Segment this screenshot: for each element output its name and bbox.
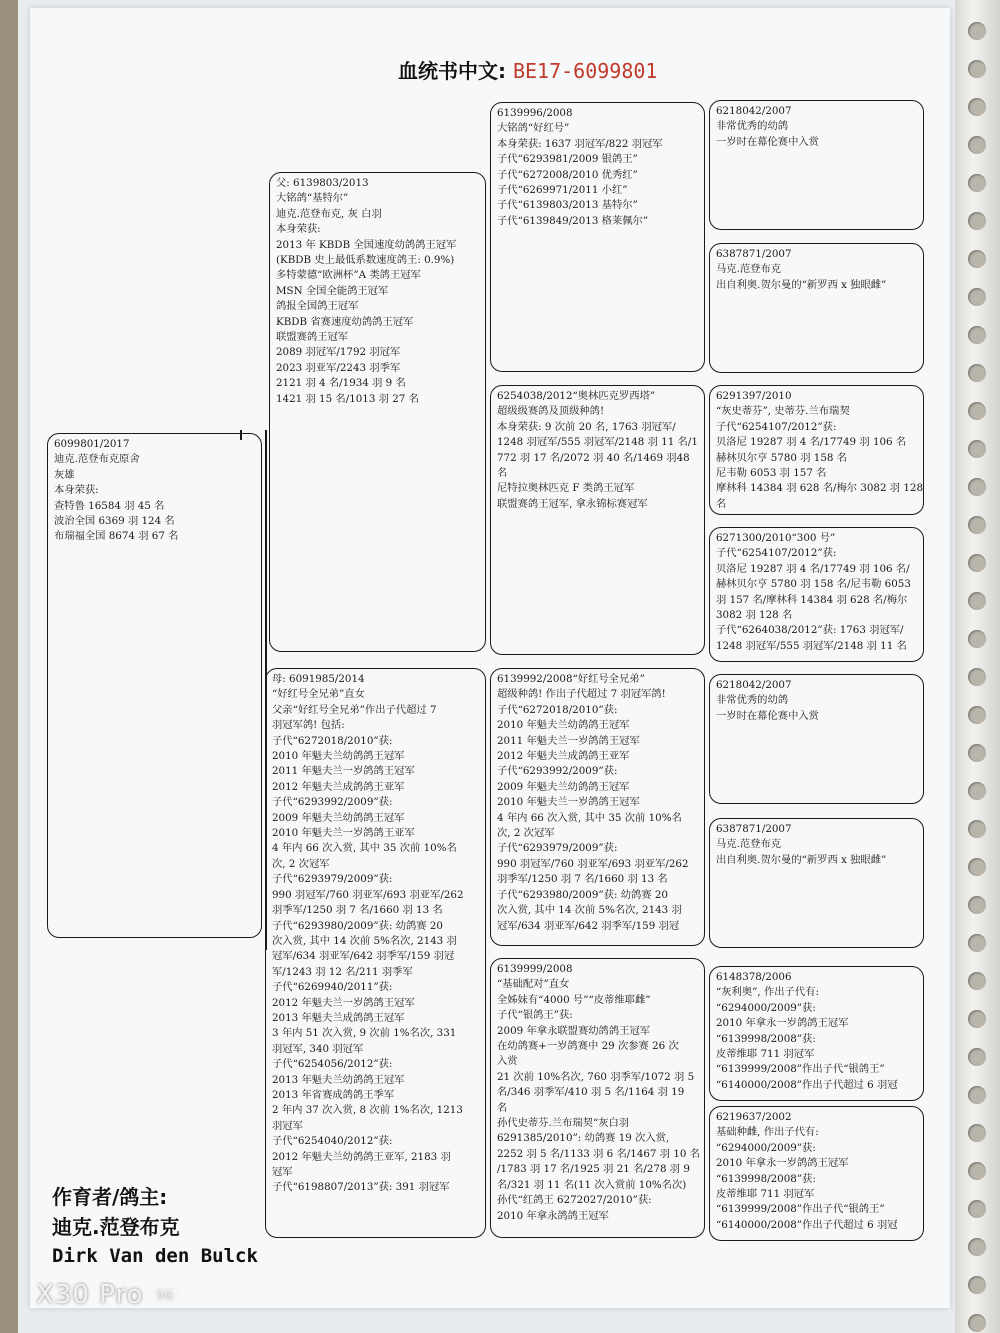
breeder-signature <box>52 1182 258 1270</box>
pedigree-line: “6139999/2008”作出子代“银鸽王” <box>716 1063 885 1076</box>
binder-hole <box>968 668 986 686</box>
binder-hole <box>968 1238 986 1256</box>
binder-hole <box>968 22 986 40</box>
pedigree-line: 尼特拉奥林匹克 F 类鸽王冠军 <box>497 482 635 495</box>
binder-hole <box>968 1162 986 1180</box>
breeder-name-cn: 迪克.范登布克 <box>52 1215 180 1239</box>
pedigree-line: 2010 年拿永鸽鸽王冠军 <box>497 1209 609 1222</box>
pedigree-line: 出自利奥.贺尔曼的“新罗西 x 独眼雌” <box>716 278 887 291</box>
pedigree-line: 全姊妹有“4000 号”“皮蒂维耶雌” <box>497 993 651 1006</box>
binder-hole <box>968 744 986 762</box>
pedigree-line: 2252 羽 5 名/1133 羽 6 名/1467 羽 10 名 <box>497 1147 700 1160</box>
pedigree-line: 3 年内 51 次入赏, 9 次前 1%名次, 331 <box>272 1027 457 1040</box>
pedigree-line: 子代“6293980/2009”获: 幼鸽赛 20 <box>272 919 443 932</box>
pedigree-line: 子代“6254107/2012”获: <box>716 547 837 560</box>
pedigree-line: 2009 年魁夫兰幼鸽鸽王冠军 <box>272 811 405 824</box>
pedigree-line: 2012 年魁夫兰一岁鸽鸽王冠军 <box>272 996 415 1009</box>
pedigree-line: 贝洛尼 19287 羽 4 名/17749 羽 106 名 <box>716 436 907 449</box>
pedigree-line: 本身荣获: 1637 羽冠军/822 羽冠军 <box>497 137 663 150</box>
binder-hole <box>968 364 986 382</box>
pedigree-line: 波治全国 6369 羽 124 名 <box>54 515 175 528</box>
father-box <box>269 172 486 652</box>
pedigree-line: 6139999/2008 <box>497 963 573 975</box>
pedigree-line: “6140000/2008”作出子代超过 6 羽冠 <box>716 1078 898 1091</box>
pedigree-line: 冠军 <box>272 1166 293 1178</box>
pedigree-line: 迪克.范登布克原舍 <box>54 453 140 466</box>
pedigree-line: 子代“6269940/2011”获: <box>272 981 393 994</box>
pedigree-line: 次入赏, 其中 14 次前 5%名次, 2143 羽 <box>497 904 682 917</box>
pedigree-line: 2023 羽亚军/2243 羽季军 <box>276 361 401 374</box>
pedigree-line: KBDB 省赛速度幼鸽鸽王冠军 <box>276 315 414 328</box>
pedigree-line: 1248 羽冠军/555 羽冠军/2148 羽 11 名/1 <box>497 436 698 449</box>
pedigree-line: 6254038/2012“奥林匹克罗西塔” <box>497 390 656 402</box>
pedigree-line: 父: 6139803/2013 <box>276 177 369 189</box>
pedigree-line: 6099801/2017 <box>54 438 130 450</box>
binder-hole <box>968 706 986 724</box>
pedigree-line: 2010 年魁夫兰幼鸽鸽王冠军 <box>272 750 405 763</box>
pedigree-line: 一岁时在幕伦赛中入赏 <box>716 135 819 148</box>
pedigree-line: 子代“6254040/2012”获: <box>272 1135 393 1148</box>
pedigree-line: 多特蒙德“欧洲杯”A 类鸽王冠军 <box>276 269 421 282</box>
pedigree-line: 6218042/2007 <box>716 679 792 691</box>
pedigree-line: 子代“6272018/2010”获: <box>272 734 393 747</box>
pedigree-line: “基础配对”直女 <box>497 978 570 991</box>
pedigree-line: 6271300/2010“300 号” <box>716 532 836 544</box>
pedigree-line: “6294000/2009”获: <box>716 1141 816 1154</box>
binder-hole <box>968 478 986 496</box>
pedigree-line: “6294000/2009”获: <box>716 1001 816 1014</box>
pedigree-line: 2012 年魁夫兰成鸽鸽王亚军 <box>497 750 630 763</box>
pedigree-line: 名 <box>716 497 727 510</box>
pedigree-line: 名 <box>497 467 508 480</box>
binder-hole <box>968 1048 986 1066</box>
pedigree-line: 1248 羽冠军/555 羽冠军/2148 羽 11 名 <box>716 639 907 652</box>
pedigree-line: 2013 年 KBDB 全国速度幼鸽鸽王冠军 <box>276 238 457 251</box>
pedigree-line: 4 年内 66 次入赏, 其中 35 次前 10%名 <box>272 842 457 855</box>
pedigree-line: 3082 羽 128 名 <box>716 609 793 622</box>
binder-hole <box>968 326 986 344</box>
binder-hole <box>968 896 986 914</box>
pedigree-line: 马克.范登布克 <box>716 263 782 276</box>
pedigree-line: 一岁时在幕伦赛中入赏 <box>716 709 819 722</box>
pedigree-line: 2089 羽冠军/1792 羽冠军 <box>276 346 401 359</box>
binder-hole <box>968 174 986 192</box>
pedigree-line: 大铭鸽“好红号” <box>497 122 570 135</box>
fff-box <box>709 100 924 230</box>
pedigree-line: 孙代史蒂芬.兰布瑞契“灰白羽 <box>497 1117 630 1130</box>
pedigree-line: 6218042/2007 <box>716 105 792 117</box>
pedigree-line: 2 年内 37 次入赏, 8 次前 1%名次, 1213 <box>272 1104 463 1117</box>
pedigree-line: 子代“6293992/2009”获: <box>272 796 393 809</box>
pedigree-line: 6291385/2010”: 幼鸽赛 19 次入赏, <box>497 1132 670 1145</box>
pedigree-line: 羽冠军鸽! 包括: <box>272 719 345 732</box>
binder-hole <box>968 212 986 230</box>
pedigree-line: 羽季军/1250 羽 7 名/1660 羽 13 名 <box>272 904 443 917</box>
pedigree-line: 羽 157 名/摩林科 14384 羽 628 名/梅尔 <box>716 593 908 606</box>
binder-hole <box>968 782 986 800</box>
pedigree-line: 21 次前 10%名次, 760 羽季军/1072 羽 5 <box>497 1070 695 1083</box>
pedigree-line: “6139998/2008”获: <box>716 1032 816 1045</box>
pedigree-line: 子代“6272018/2010”获: <box>497 703 618 716</box>
pedigree-line: 本身荣获: 9 次前 20 名, 1763 羽冠军/ <box>497 420 676 433</box>
pedigree-line: /1783 羽 17 名/1925 羽 21 名/278 羽 9 <box>497 1163 690 1176</box>
pedigree-line: 子代“6254056/2012”获: <box>272 1058 393 1071</box>
pedigree-line: 2011 年魁夫兰一岁鸽鸽王冠军 <box>497 734 640 747</box>
pedigree-line: 子代“6139803/2013 基特尔” <box>497 199 638 212</box>
pedigree-line: (KBDB 史上最低系数速度鸽王: 0.9%) <box>276 254 455 267</box>
pedigree-line: 在幼鸽赛+一岁鸽赛中 29 次参赛 26 次 <box>497 1040 679 1053</box>
pedigree-line: 2121 羽 4 名/1934 羽 9 名 <box>276 377 406 390</box>
pedigree-line: 查特鲁 16584 羽 45 名 <box>54 499 165 512</box>
pedigree-line: 孙代“红鸽王 6272027/2010”获: <box>497 1194 652 1207</box>
mother-box <box>265 668 486 1238</box>
pedigree-line: 子代“6139849/2013 格莱佩尔” <box>497 214 649 227</box>
pedigree-line: 联盟赛鸽王冠军, 拿永锦标赛冠军 <box>497 497 648 510</box>
binder-hole <box>968 630 986 648</box>
pedigree-line: 2013 年魁夫兰成鸽鸽王冠军 <box>272 1011 405 1024</box>
pedigree-line: 次入赏, 其中 14 次前 5%名次, 2143 羽 <box>272 934 457 947</box>
pedigree-line: 2009 年拿永联盟赛幼鸽鸽王冠军 <box>497 1024 651 1037</box>
mfm-box <box>709 818 924 948</box>
pedigree-line: “灰史蒂芬”, 史蒂芬.兰布瑞契 <box>716 405 850 418</box>
binder-hole <box>968 592 986 610</box>
pedigree-line: 2009 年魁夫兰幼鸽鸽王冠军 <box>497 780 630 793</box>
pedigree-line: 名/321 羽 11 名(11 次入赏前 10%名次) <box>497 1178 687 1191</box>
pedigree-line: 2010 年拿永一岁鸽鸽王冠军 <box>716 1017 849 1030</box>
pedigree-line: 6139992/2008“好红号全兄弟” <box>497 673 645 685</box>
pedigree-line: “灰利奥”, 作出子代有: <box>716 986 819 999</box>
pedigree-line: 本身荣获: <box>276 223 321 236</box>
watermark-text: X30 Pro <box>36 1280 144 1310</box>
breeder-name-en: Dirk Van den Bulck <box>52 1245 258 1267</box>
pedigree-line: 1421 羽 15 名/1013 羽 27 名 <box>276 392 419 405</box>
pedigree-line: 子代“银鸽王”获: <box>497 1009 573 1022</box>
pedigree-line: “好红号全兄弟”直女 <box>272 688 365 701</box>
pedigree-line: 马克.范登布克 <box>716 838 782 851</box>
pedigree-line: 2013 年省赛成鸽鸽王季军 <box>272 1088 395 1101</box>
fmm-box <box>709 527 924 662</box>
pedigree-line: 6139996/2008 <box>497 107 573 119</box>
binder-hole <box>968 98 986 116</box>
binder-hole <box>968 136 986 154</box>
pedigree-line: 子代“6254107/2012”获: <box>716 420 837 433</box>
pedigree-line: 羽冠军, 340 羽冠军 <box>272 1042 364 1055</box>
pedigree-line: 赫林贝尔亨 5780 羽 158 名 <box>716 451 848 464</box>
binder-hole <box>968 402 986 420</box>
pedigree-line: 2012 年魁夫兰成鸽鸽王亚军 <box>272 780 405 793</box>
pedigree-line: 子代“6264038/2012”获: 1763 羽冠军/ <box>716 624 904 637</box>
pedigree-line: 990 羽冠军/760 羽亚军/693 羽亚军/262 <box>497 857 689 870</box>
binder-hole <box>968 288 986 306</box>
breeder-label: 作育者/鸽主: <box>52 1185 168 1209</box>
pedigree-line: 羽季军/1250 羽 7 名/1660 羽 13 名 <box>497 873 668 886</box>
pedigree-line: 皮蒂维耶 711 羽冠军 <box>716 1188 815 1201</box>
pedigree-line: 基础种雌, 作出子代有: <box>716 1126 819 1139</box>
pedigree-line: MSN 全国全能鸽王冠军 <box>276 284 389 297</box>
binder-hole <box>968 1010 986 1028</box>
pedigree-line: 迪克.范登布克, 灰 白羽 <box>276 207 382 220</box>
watermark-badge: 5G <box>153 1288 179 1303</box>
pedigree-line: 名 <box>497 1101 508 1114</box>
pedigree-line: “6139998/2008”获: <box>716 1172 816 1185</box>
binder-hole <box>968 440 986 458</box>
pedigree-line: 灰雄 <box>54 468 75 481</box>
binder-hole <box>968 820 986 838</box>
pedigree-line: 联盟赛鸽王冠军 <box>276 331 349 344</box>
pedigree-line: 子代“6269971/2011 小红” <box>497 184 628 197</box>
mff-box <box>709 674 924 804</box>
pedigree-line: 2010 年魁夫兰幼鸽鸽王冠军 <box>497 719 630 732</box>
pedigree-line: 6387871/2007 <box>716 823 792 835</box>
pedigree-line: 子代“6293979/2009”获: <box>272 873 393 886</box>
ffm-box <box>709 243 924 373</box>
binder-hole <box>968 516 986 534</box>
pedigree-line: 990 羽冠军/760 羽亚军/693 羽亚军/262 <box>272 888 464 901</box>
binder-hole <box>968 1086 986 1104</box>
pedigree-line: 皮蒂维耶 711 羽冠军 <box>716 1048 815 1061</box>
mmf-box <box>709 966 924 1101</box>
pedigree-line: 贝洛尼 19287 羽 4 名/17749 羽 106 名/ <box>716 562 910 575</box>
pedigree-line: 4 年内 66 次入赏, 其中 35 次前 10%名 <box>497 811 682 824</box>
pedigree-line: 布瑞福全国 8674 羽 67 名 <box>54 530 179 543</box>
pedigree-line: 2011 年魁夫兰一岁鸽鸽王冠军 <box>272 765 415 778</box>
pedigree-line: 6148378/2006 <box>716 971 792 983</box>
title-label: 血统书中文: <box>398 59 506 83</box>
ring-number: BE17-6099801 <box>512 59 658 83</box>
fm-box <box>490 385 705 655</box>
pedigree-line: 摩林科 14384 羽 628 名/梅尔 3082 羽 128 <box>716 482 924 495</box>
pedigree-line: 2012 年魁夫兰幼鸽鸽王亚军, 2183 羽 <box>272 1150 451 1163</box>
binder-hole <box>968 1314 986 1332</box>
pedigree-line: 出自利奥.贺尔曼的“新罗西 x 独眼雌” <box>716 853 887 866</box>
pedigree-line: 冠军/634 羽亚军/642 羽季军/159 羽冠 <box>272 950 455 963</box>
binder-hole <box>968 972 986 990</box>
pedigree-line: 子代“6293979/2009”获: <box>497 842 618 855</box>
pedigree-line: 军/1243 羽 12 名/211 羽季军 <box>272 965 413 978</box>
pedigree-line: 2010 年魁夫兰一岁鸽鸽王冠军 <box>497 796 640 809</box>
pedigree-line: 鸽报全国鸽王冠军 <box>276 300 359 313</box>
pedigree-line: 次, 2 次冠军 <box>497 827 555 840</box>
pedigree-line: 大铭鸽“基特尔” <box>276 192 349 205</box>
pedigree-line: 母: 6091985/2014 <box>272 673 365 685</box>
ff-box <box>490 102 705 372</box>
pedigree-line: 6387871/2007 <box>716 248 792 260</box>
pedigree-line: “6139999/2008”作出子代“银鸽王” <box>716 1203 885 1216</box>
pedigree-line: 羽冠军 <box>272 1119 303 1132</box>
pedigree-line: 非常优秀的幼鸽 <box>716 694 789 707</box>
pedigree-line: 772 羽 17 名/2072 羽 40 名/1469 羽48 <box>497 451 690 464</box>
mmm-box <box>709 1106 924 1241</box>
binder-hole <box>968 934 986 952</box>
pedigree-line: 6219637/2002 <box>716 1111 792 1123</box>
mm-box <box>490 958 705 1238</box>
subject-pigeon-box <box>47 433 262 938</box>
pedigree-line: 2013 年魁夫兰幼鸽鸽王冠军 <box>272 1073 405 1086</box>
pedigree-line: 子代“6272008/2010 优秀红” <box>497 168 638 181</box>
pedigree-line: 名/346 羽季军/410 羽 5 名/1164 羽 19 <box>497 1086 685 1099</box>
pedigree-line: 2010 年拿永一岁鸽鸽王冠军 <box>716 1157 849 1170</box>
pedigree-line: 入赏 <box>497 1055 518 1068</box>
binder-hole <box>968 250 986 268</box>
pedigree-line: 次, 2 次冠军 <box>272 857 330 870</box>
pedigree-line: 本身荣获: <box>54 484 99 497</box>
pedigree-line: 子代“6198807/2013”获: 391 羽冠军 <box>272 1181 450 1194</box>
pedigree-line: 超级级赛鸽及顶级种鸽! <box>497 405 605 418</box>
mf-box <box>490 668 705 946</box>
pedigree-line: 尼韦勒 6053 羽 157 名 <box>716 467 827 480</box>
binder-hole <box>968 1124 986 1142</box>
binder-hole <box>968 554 986 572</box>
pedigree-line: 6291397/2010 <box>716 390 792 402</box>
pedigree-line: 超级种鸽! 作出子代超过 7 羽冠军鸽! <box>497 688 666 701</box>
fmf-box <box>709 385 924 515</box>
binder-hole <box>968 858 986 876</box>
pedigree-line: 父亲“好红号全兄弟”作出子代超过 7 <box>272 703 437 716</box>
page-title <box>398 55 657 84</box>
pedigree-line: 子代“6293981/2009 银鸽王” <box>497 153 638 166</box>
pedigree-line: 子代“6293980/2009”获: 幼鸽赛 20 <box>497 888 668 901</box>
pedigree-line: 赫林贝尔亨 5780 羽 158 名/尼韦勒 6053 <box>716 578 911 591</box>
binder-hole <box>968 1200 986 1218</box>
pedigree-line: “6140000/2008”作出子代超过 6 羽冠 <box>716 1218 898 1231</box>
pedigree-line: 非常优秀的幼鸽 <box>716 120 789 133</box>
pedigree-line: 子代“6293992/2009”获: <box>497 765 618 778</box>
pedigree-line: 冠军/634 羽亚军/642 羽季军/159 羽冠 <box>497 919 680 932</box>
binder-hole <box>968 1276 986 1294</box>
binder-hole <box>968 60 986 78</box>
pedigree-line: 2010 年魁夫兰一岁鸽鸽王亚军 <box>272 827 415 840</box>
camera-watermark <box>36 1280 178 1310</box>
